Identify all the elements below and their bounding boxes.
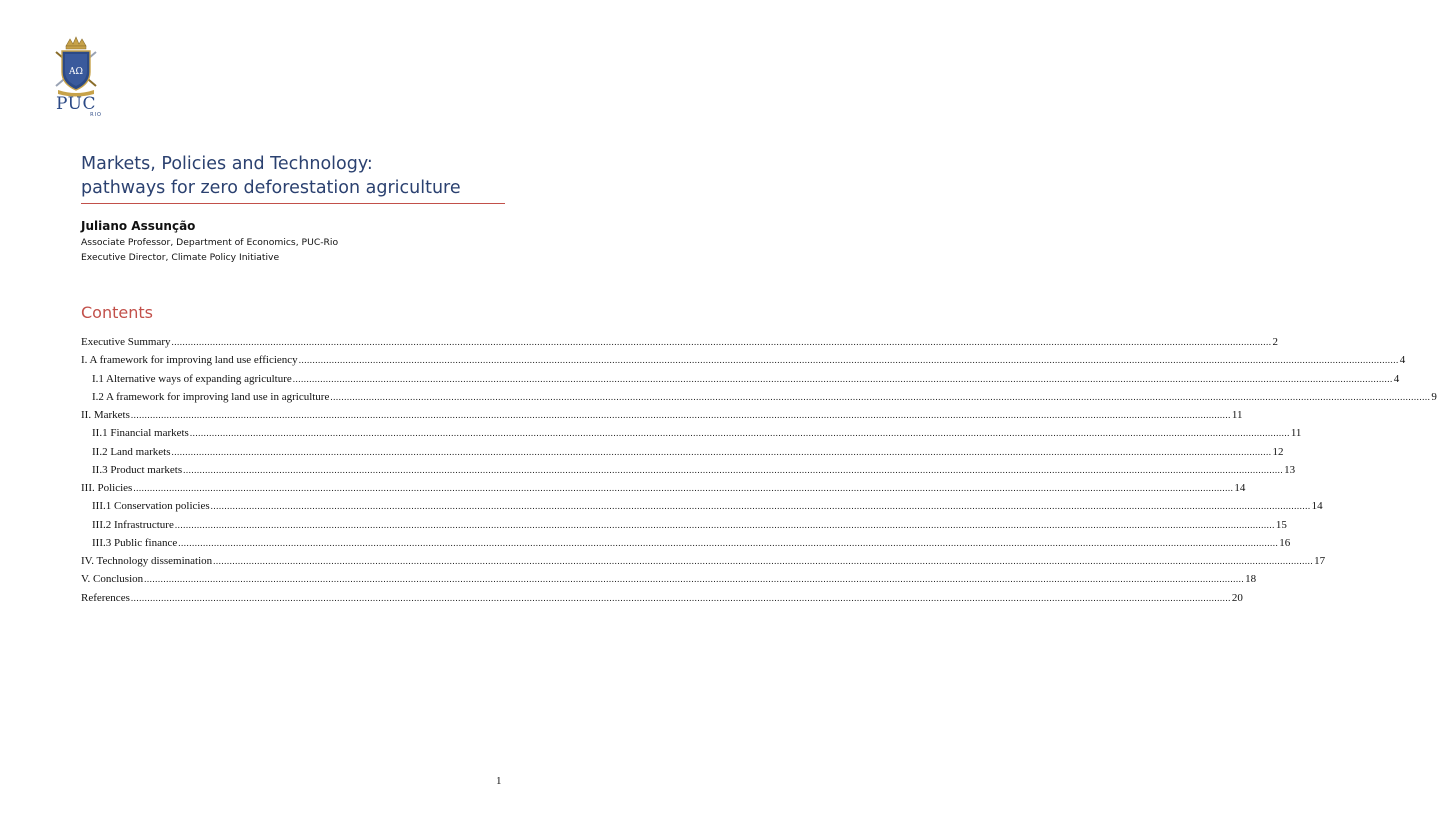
toc-leader-dots: ................................................................................................................................................................................................................................................................................................................................................................................................................ xyxy=(210,501,1311,512)
title-divider xyxy=(81,203,505,204)
toc-entry-page: 18 xyxy=(1245,573,1257,586)
toc-entry-page: 12 xyxy=(1272,445,1284,458)
toc-entry[interactable] xyxy=(81,427,1302,445)
toc-entry-label: Executive Summary xyxy=(81,336,171,348)
toc-entry[interactable] xyxy=(81,573,1257,591)
toc-entry-label: II.1 Financial markets xyxy=(92,427,189,440)
toc-entry-label: III. Policies xyxy=(81,482,133,494)
toc-entry-label: V. Conclusion xyxy=(81,573,144,586)
toc-leader-dots: ................................................................................................................................................................................................................................................................................................................................................................................................................ xyxy=(174,519,1275,530)
toc-entry-page: 15 xyxy=(1275,518,1287,531)
toc-entry[interactable] xyxy=(81,536,1291,555)
title-line-2: pathways for zero deforestation agriculture xyxy=(81,178,461,198)
toc-leader-dots: ................................................................................................................................................................................................................................................................................................................................................................................................................ xyxy=(213,556,1314,566)
toc-entry-page: 4 xyxy=(1399,354,1406,367)
toc-leader-dots: ................................................................................................................................................................................................................................................................................................................................................................................................................ xyxy=(189,428,1290,439)
toc-entry-page: 17 xyxy=(1314,555,1326,567)
toc-leader-dots: ................................................................................................................................................................................................................................................................................................................................................................................................................ xyxy=(133,483,1234,493)
author-affiliation-2: Executive Director, Climate Policy Initiative xyxy=(81,252,280,263)
page-number: 1 xyxy=(496,775,502,787)
toc-entry-label: II.2 Land markets xyxy=(92,445,171,458)
toc-entry-label: III.1 Conservation policies xyxy=(92,500,210,513)
table-of-contents xyxy=(81,336,1437,610)
toc-entry-page: 4 xyxy=(1393,372,1400,385)
toc-leader-dots: ................................................................................................................................................................................................................................................................................................................................................................................................................ xyxy=(178,537,1279,548)
toc-leader-dots: ................................................................................................................................................................................................................................................................................................................................................................................................................ xyxy=(330,391,1431,402)
toc-entry-page: 13 xyxy=(1284,463,1296,476)
toc-entry-label: I. A framework for improving land use efficiency xyxy=(81,354,298,367)
crest-icon xyxy=(50,36,102,96)
toc-entry[interactable] xyxy=(81,482,1246,500)
toc-entry-page: 20 xyxy=(1231,591,1243,604)
toc-entry-label: II. Markets xyxy=(81,409,130,421)
document-title xyxy=(81,152,511,200)
toc-entry-page: 16 xyxy=(1279,536,1291,549)
toc-leader-dots: ................................................................................................................................................................................................................................................................................................................................................................................................................ xyxy=(130,410,1231,420)
logo-text: PUC xyxy=(56,94,96,114)
toc-entry-page: 2 xyxy=(1272,336,1279,348)
toc-entry[interactable] xyxy=(81,354,1406,372)
toc-entry[interactable] xyxy=(81,555,1326,573)
toc-entry-page: 14 xyxy=(1234,482,1246,494)
toc-entry[interactable] xyxy=(81,372,1400,391)
toc-entry[interactable] xyxy=(81,445,1284,464)
toc-leader-dots: ................................................................................................................................................................................................................................................................................................................................................................................................................ xyxy=(144,574,1245,585)
toc-entry[interactable] xyxy=(81,518,1287,537)
toc-leader-dots: ................................................................................................................................................................................................................................................................................................................................................................................................................ xyxy=(130,592,1231,603)
author-name: Juliano Assunção xyxy=(81,219,196,233)
toc-entry-label: References xyxy=(81,591,130,604)
toc-entry-label: III.2 Infrastructure xyxy=(92,518,174,531)
toc-entry[interactable] xyxy=(81,463,1296,482)
toc-entry-page: 9 xyxy=(1431,390,1437,403)
toc-entry[interactable] xyxy=(81,336,1279,354)
toc-entry-page: 11 xyxy=(1290,427,1302,440)
toc-entry-label: III.3 Public finance xyxy=(92,536,178,549)
toc-entry[interactable] xyxy=(81,591,1243,610)
toc-entry-label: I.1 Alternative ways of expanding agriculture xyxy=(92,372,292,385)
title-line-1: Markets, Policies and Technology: xyxy=(81,154,373,174)
toc-entry-label: IV. Technology dissemination xyxy=(81,555,213,567)
toc-entry-page: 14 xyxy=(1311,500,1323,513)
toc-entry[interactable] xyxy=(81,390,1437,409)
toc-leader-dots: ................................................................................................................................................................................................................................................................................................................................................................................................................ xyxy=(183,464,1284,475)
contents-heading: Contents xyxy=(81,303,153,322)
toc-leader-dots: ................................................................................................................................................................................................................................................................................................................................................................................................................ xyxy=(292,373,1393,384)
author-affiliation-1: Associate Professor, Department of Economics, PUC-Rio xyxy=(81,237,339,248)
logo-subtext: RIO xyxy=(90,112,102,118)
toc-entry-label: II.3 Product markets xyxy=(92,463,183,476)
toc-leader-dots: ................................................................................................................................................................................................................................................................................................................................................................................................................ xyxy=(171,446,1272,457)
toc-entry-label: I.2 A framework for improving land use in agriculture xyxy=(92,390,330,403)
toc-entry-page: 11 xyxy=(1231,409,1243,421)
crest-seal-text: ΑΩ xyxy=(69,67,83,77)
toc-leader-dots: ................................................................................................................................................................................................................................................................................................................................................................................................................ xyxy=(298,355,1399,366)
toc-entry[interactable] xyxy=(81,409,1243,427)
toc-leader-dots: ................................................................................................................................................................................................................................................................................................................................................................................................................ xyxy=(171,337,1272,347)
toc-entry[interactable] xyxy=(81,500,1323,518)
